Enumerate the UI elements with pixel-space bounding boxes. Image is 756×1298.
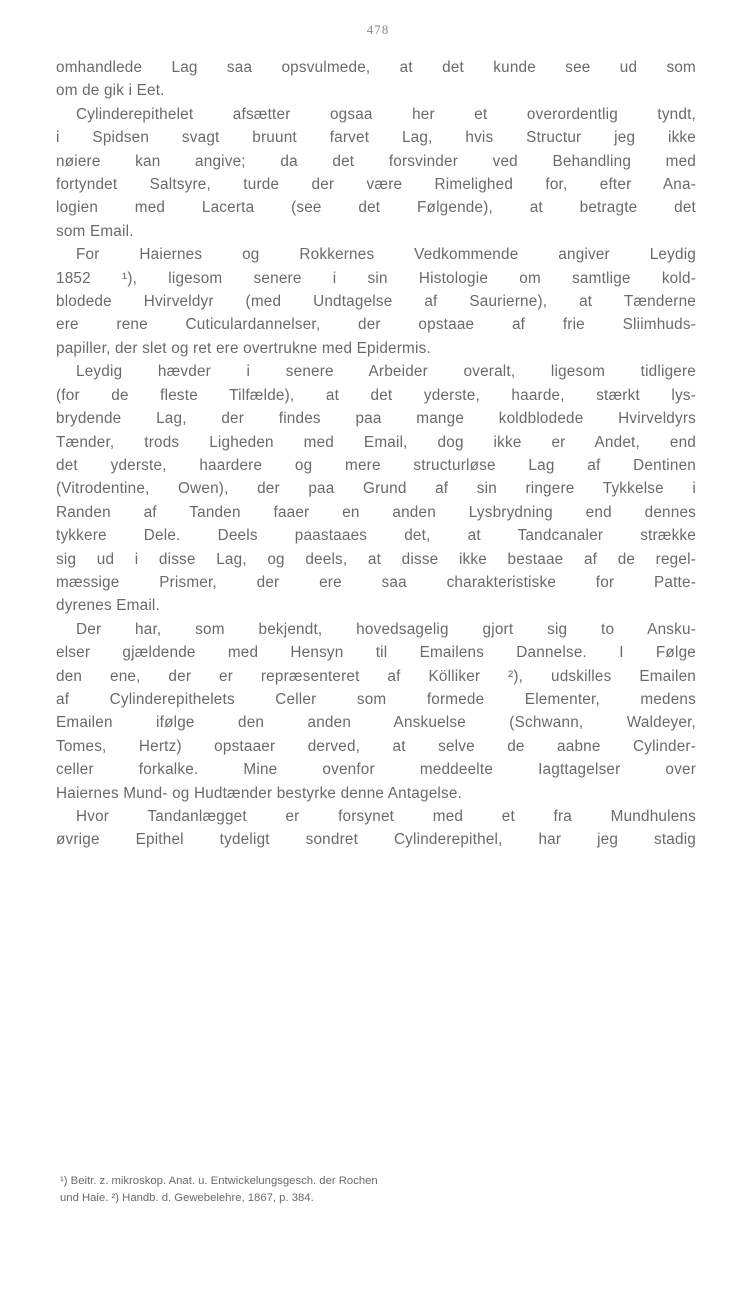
text-line: logien med Lacerta (see det Følgende), at betragte det [56, 199, 696, 217]
text-line: Der har, som bekjendt, hovedsagelig gjort sig to Ansku- [76, 620, 696, 638]
text-line: af Cylinderepithelets Celler som formede Elementer, medens [56, 690, 696, 708]
page-number: 478 [366, 22, 390, 37]
text-line: papiller, der slet og ret ere overtrukne med Epidermis. [56, 339, 431, 357]
body-text [56, 56, 696, 852]
text-line: (for de fleste Tilfælde), at det yderste, haarde, stærkt lys- [56, 386, 696, 404]
text-line: brydende Lag, der findes paa mange koldblodede Hvirveldyrs [56, 410, 696, 428]
text-line: som Email. [56, 222, 134, 240]
text-line: det yderste, haardere og mere structurløse Lag af Dentinen [56, 456, 696, 474]
text-line: sig ud i disse Lag, og deels, at disse ikke bestaae af de regel- [56, 550, 696, 568]
text-line: blodede Hvirveldyr (med Undtagelse af Saurierne), at Tænderne [56, 293, 696, 311]
footnote-line: ¹) Beitr. z. mikroskop. Anat. u. Entwickelungsgesch. der Rochen [60, 1175, 378, 1187]
footnotes [60, 1173, 690, 1207]
text-line: om de gik i Eet. [56, 82, 165, 100]
text-line: celler forkalke. Mine ovenfor meddeelte Iagttagelser over [56, 761, 696, 779]
text-line: Cylinderepithelet afsætter ogsaa her et overordentlig tyndt, [76, 105, 696, 123]
text-line: omhandlede Lag saa opsvulmede, at det kunde see ud som [56, 59, 696, 76]
text-line: Tomes, Hertz) opstaaer derved, at selve de aabne Cylinder- [56, 737, 696, 755]
footnote-line: und Haie. ²) Handb. d. Gewebelehre, 1867, p. 384. [60, 1192, 314, 1204]
text-line: Tænder, trods Ligheden med Email, dog ikke er Andet, end [56, 433, 696, 451]
text-line: øvrige Epithel tydeligt sondret Cylinderepithel, har jeg stadig [56, 831, 696, 849]
text-line: den ene, der er repræsenteret af Kölliker ²), udskilles Emailen [56, 667, 696, 685]
text-line: Hvor Tandanlægget er forsynet med et fra Mundhulens [76, 808, 696, 825]
text-line: Randen af Tanden faaer en anden Lysbrydning end dennes [56, 503, 696, 521]
text-line: ere rene Cuticulardannelser, der opstaae af frie Sliimhuds- [56, 316, 696, 334]
text-line: elser gjældende med Hensyn til Emailens Dannelse. I Følge [56, 644, 696, 662]
text-line: dyrenes Email. [56, 597, 160, 615]
text-line: For Haiernes og Rokkernes Vedkommende angiver Leydig [76, 246, 696, 264]
text-line: Leydig hævder i senere Arbeider overalt, ligesom tidligere [76, 363, 696, 381]
text-line: (Vitrodentine, Owen), der paa Grund af sin ringere Tykkelse i [56, 480, 696, 498]
text-line: tykkere Dele. Deels paastaaes det, at Tandcanaler strække [56, 527, 696, 545]
text-line: fortyndet Saltsyre, turde der være Rimelighed for, efter Ana- [56, 176, 696, 194]
text-line: Emailen ifølge den anden Anskuelse (Schwann, Waldeyer, [56, 714, 696, 732]
text-line: nøiere kan angive; da det forsvinder ved Behandling med [56, 152, 696, 170]
text-line: 1852 ¹), ligesom senere i sin Histologie om samtlige kold- [56, 269, 696, 287]
text-line: mæssige Prismer, der ere saa charakteristiske for Patte- [56, 573, 696, 591]
text-line: i Spidsen svagt bruunt farvet Lag, hvis Structur jeg ikke [56, 129, 696, 147]
text-line: Haiernes Mund- og Hudtænder bestyrke denne Antagelse. [56, 784, 463, 802]
